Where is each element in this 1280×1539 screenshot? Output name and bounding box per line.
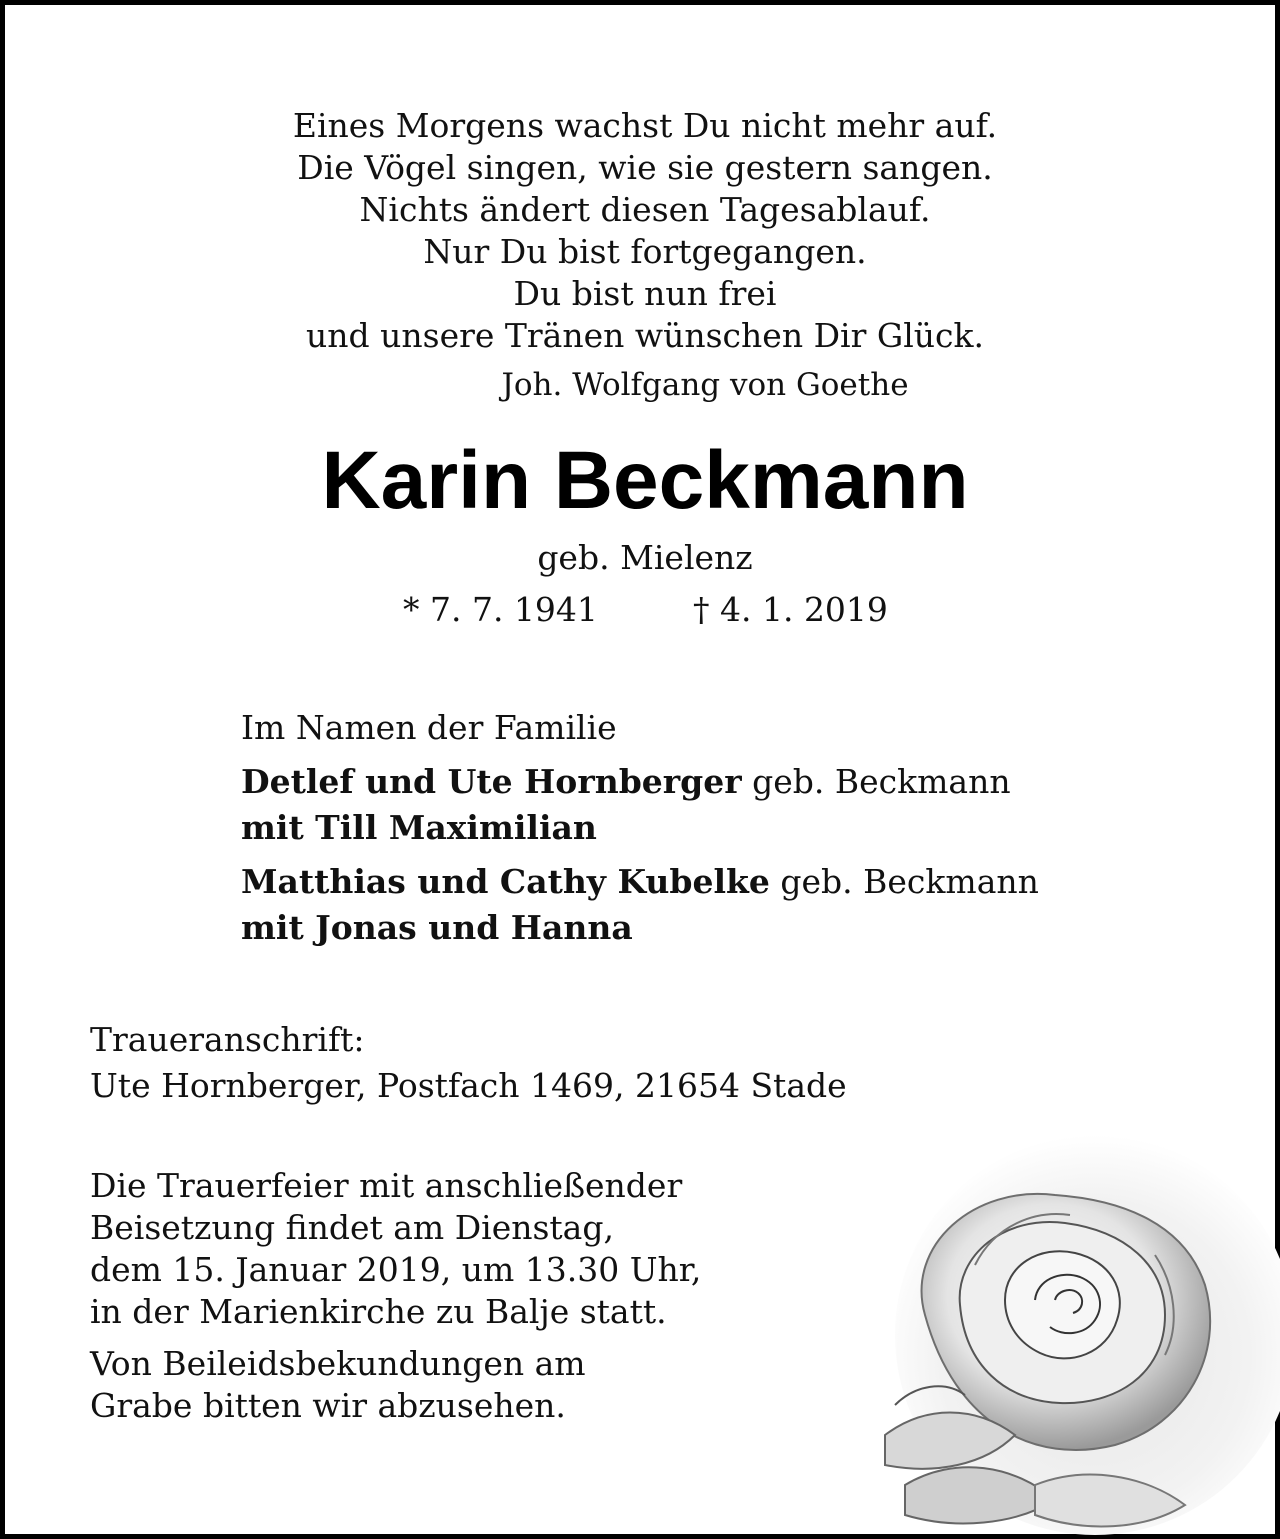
poem xyxy=(5,105,1280,357)
poem-line: Nur Du bist fortgegangen. xyxy=(423,232,867,271)
poem-line: Nichts ändert diesen Tagesablauf. xyxy=(359,190,931,229)
ceremony-line: Beisetzung findet am Dienstag, xyxy=(90,1208,614,1247)
birth-date: * 7. 7. 1941 xyxy=(403,590,598,629)
deceased-name: Karin Beckmann xyxy=(321,435,969,526)
family-names-row xyxy=(241,759,1039,805)
condolence-note xyxy=(90,1343,701,1427)
ceremony-line: in der Marienkirche zu Balje statt. xyxy=(90,1292,667,1331)
family-note: geb. Beckmann xyxy=(752,762,1011,801)
family-children-names: mit Till Maximilian xyxy=(241,808,597,847)
poem-line: und unsere Tränen wünschen Dir Glück. xyxy=(306,316,984,355)
family-names-row xyxy=(241,859,1039,905)
ceremony-line: Die Trauerfeier mit anschließender xyxy=(90,1166,683,1205)
poem-line: Die Vögel singen, wie sie gestern sangen. xyxy=(297,148,993,187)
condolence-line: Von Beileidsbekundungen am xyxy=(90,1344,586,1383)
family-children-names: mit Jonas und Hanna xyxy=(241,908,633,947)
poem-author: Joh. Wolfgang von Goethe xyxy=(501,367,909,403)
ceremony-paragraph xyxy=(90,1165,701,1333)
condolence-line: Grabe bitten wir abzusehen. xyxy=(90,1386,566,1425)
family-children xyxy=(241,805,1039,851)
family-section xyxy=(241,705,1039,959)
ceremony-info xyxy=(90,1165,701,1437)
birth-name: geb. Mielenz xyxy=(537,538,753,577)
family-names: Matthias und Cathy Kubelke xyxy=(241,862,770,901)
address-value: Ute Hornberger, Postfach 1469, 21654 Stade xyxy=(90,1066,847,1105)
address-label: Traueranschrift: xyxy=(90,1020,365,1059)
poem-line: Eines Morgens wachst Du nicht mehr auf. xyxy=(292,106,998,145)
family-note: geb. Beckmann xyxy=(780,862,1039,901)
poem-line: Du bist nun frei xyxy=(513,274,777,313)
family-intro: Im Namen der Familie xyxy=(241,708,617,747)
family-group xyxy=(241,859,1039,951)
family-children xyxy=(241,905,1039,951)
ceremony-line: dem 15. Januar 2019, um 13.30 Uhr, xyxy=(90,1250,702,1289)
family-group xyxy=(241,759,1039,851)
mourning-address xyxy=(90,1017,847,1109)
death-date: † 4. 1. 2019 xyxy=(693,590,888,629)
family-names: Detlef und Ute Hornberger xyxy=(241,762,742,801)
rose-image xyxy=(865,1105,1280,1535)
